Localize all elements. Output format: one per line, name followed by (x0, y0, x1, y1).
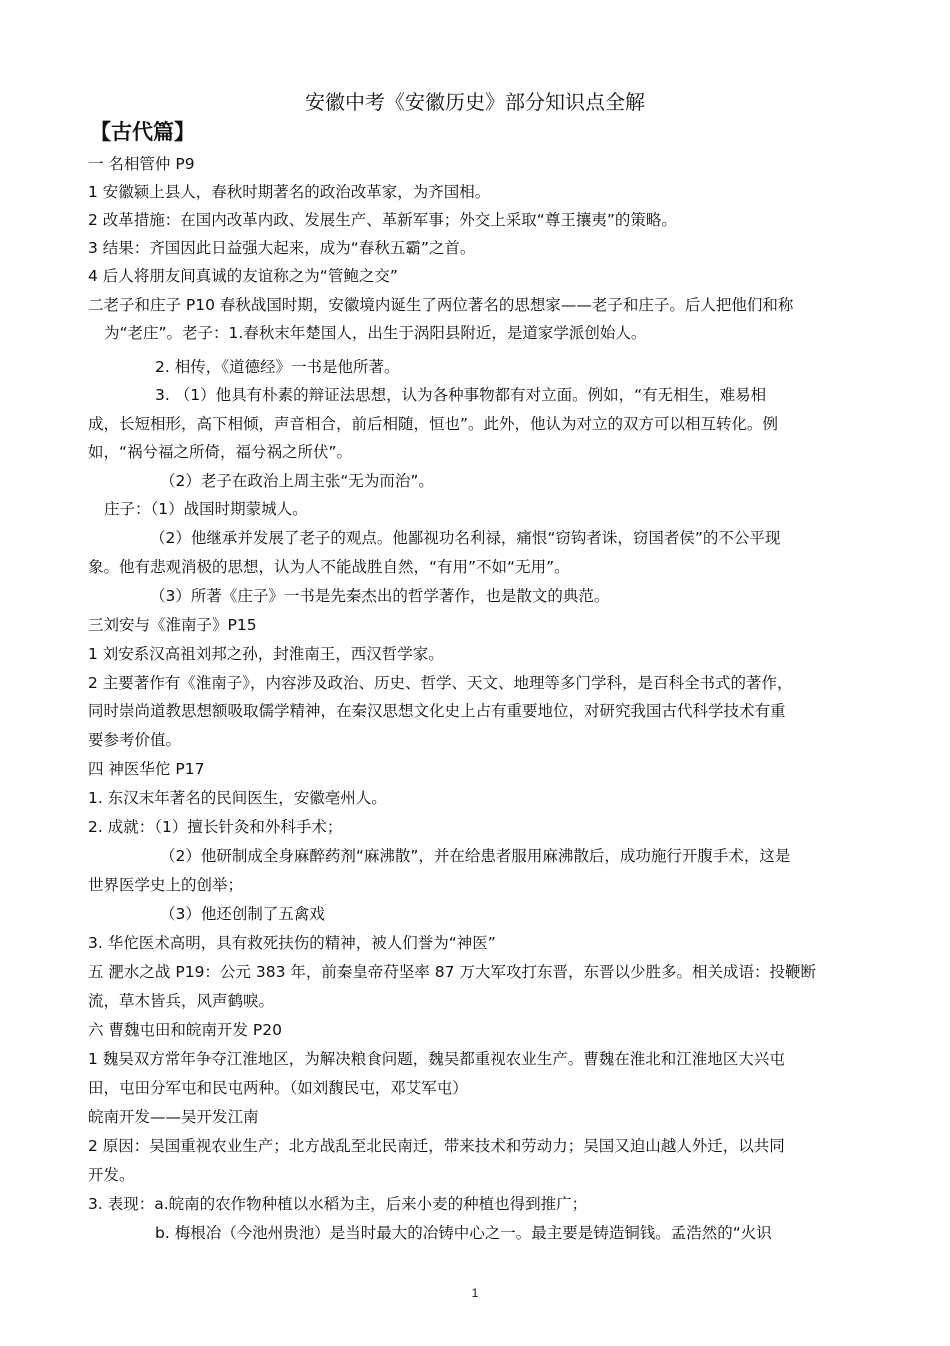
paragraph-line: （2）老子在政治上周主张“无为而治”。 (160, 472, 434, 490)
section-heading: 【古代篇】 (90, 120, 195, 144)
heading-huatuo: 四 神医华佗 P17 (88, 760, 205, 778)
paragraph-line: （3）他还创制了五禽戏 (160, 905, 325, 923)
paragraph-line: 象。他有悲观消极的思想，认为人不能战胜自然，“有用”不如“无用”。 (88, 558, 570, 576)
paragraph-line: 如，“祸兮福之所倚，福兮祸之所伏”。 (88, 443, 353, 461)
heading-laozi-zhuangzi: 二老子和庄子 P10 春秋战国时期，安徽境内诞生了两位著名的思想家——老子和庄子。后人把他们和称 (88, 296, 794, 314)
paragraph-line: （2）他继承并发展了老子的观点。他鄙视功名利禄，痛恨“窃钩者诛，窃国者侯”的不公平现 (150, 529, 781, 547)
paragraph-line: b. 梅根冶（今池州贵池）是当时最大的冶铸中心之一。最主要是铸造铜钱。孟浩然的“火识 (155, 1224, 772, 1242)
paragraph-line: 世界医学史上的创举； (88, 876, 244, 894)
paragraph-line: 4 后人将朋友间真诚的友谊称之为“管鲍之交” (88, 267, 398, 285)
paragraph-line: 3 结果：齐国因此日益强大起来，成为“春秋五霸”之首。 (88, 239, 476, 257)
paragraph-line: 3. （1）他具有朴素的辩证法思想，认为各种事物都有对立面。例如，“有无相生，难易相 (155, 386, 767, 404)
paragraph-line: 2. 成就：（1）擅长针灸和外科手术； (88, 818, 343, 836)
paragraph-line: 2 主要著作有《淮南子》，内容涉及政治、历史、哲学、天文、地理等多门学科，是百科全书式的著作， (88, 674, 793, 692)
paragraph-line: 1 魏吴双方常年争夺江淮地区，为解决粮食问题，魏吴都重视农业生产。曹魏在淮北和江淮地区大兴屯 (88, 1050, 785, 1068)
paragraph-line: 1 刘安系汉高祖刘邦之孙，封淮南王，西汉哲学家。 (88, 645, 444, 663)
paragraph-line: 庄子：（1）战国时期蒙城人。 (104, 500, 308, 518)
paragraph-line: （3）所著《庄子》一书是先秦杰出的哲学著作，也是散文的典范。 (150, 587, 610, 605)
paragraph-line: 1 安徽颍上县人，春秋时期著名的政治改革家，为齐国相。 (88, 183, 491, 201)
heading-liuan: 三刘安与《淮南子》P15 (88, 616, 257, 634)
paragraph-line: 田，屯田分军屯和民屯两种。（如刘馥民屯，邓艾军屯） (88, 1079, 468, 1097)
page-number: 1 (471, 1286, 479, 1300)
paragraph-line: 1. 东汉末年著名的民间医生，安徽亳州人。 (88, 789, 387, 807)
paragraph-line: 同时崇尚道教思想额吸取儒学精神，在秦汉思想文化史上占有重要地位，对研究我国古代科学技术有重 (88, 702, 786, 720)
paragraph-line: 3. 华佗医术高明，具有救死扶伤的精神，被人们誉为“神医” (88, 934, 496, 952)
heading-guanzhong: 一 名相管仲 P9 (88, 155, 195, 173)
heading-feishui: 五 淝水之战 P19：公元 383 年，前秦皇帝苻坚率 87 万大军攻打东晋，东晋以少胜多。相关成语：投鞭断 (88, 963, 816, 981)
paragraph-line: 要参考价值。 (88, 731, 182, 749)
paragraph-line: （2）他研制成全身麻醉药剂“麻沸散”，并在给患者服用麻沸散后，成功施行开腹手术，这是 (160, 847, 791, 865)
paragraph-line: 3. 表现：a.皖南的农作物种植以水稻为主，后来小麦的种植也得到推广； (88, 1195, 588, 1213)
paragraph-line: 2. 相传，《道德经》一书是他所著。 (155, 358, 400, 376)
paragraph-line: 开发。 (88, 1166, 135, 1184)
heading-caowei-wannan: 六 曹魏屯田和皖南开发 P20 (88, 1021, 282, 1039)
paragraph-line: 流，草木皆兵，风声鹤唳。 (88, 992, 275, 1010)
document-title: 安徽中考《安徽历史》部分知识点全解 (305, 90, 645, 114)
paragraph-line: 为“老庄”。老子：1.春秋末年楚国人，出生于涡阳县附近，是道家学派创始人。 (104, 324, 647, 342)
paragraph-line: 皖南开发——吴开发江南 (88, 1108, 259, 1126)
paragraph-line: 2 原因：吴国重视农业生产；北方战乱至北民南迁，带来技术和劳动力；吴国又迫山越人外迁，以共同 (88, 1137, 785, 1155)
paragraph-line: 2 改革措施：在国内改革内政、发展生产、革新军事；外交上采取“尊王攘夷”的策略。 (88, 211, 677, 229)
paragraph-line: 成，长短相形，高下相倾，声音相合，前后相随，恒也”。此外，他认为对立的双方可以相互转化。例 (88, 415, 779, 433)
